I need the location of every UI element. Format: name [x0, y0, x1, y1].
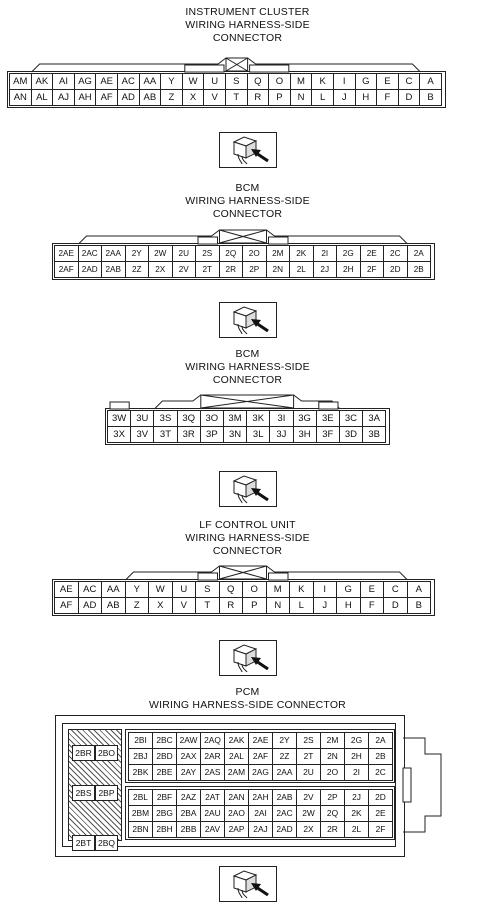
terminal-2k: 2K — [289, 245, 314, 262]
terminal-2o: 2O — [242, 245, 267, 262]
terminal-v: V — [172, 597, 197, 614]
terminal-i: I — [333, 73, 356, 90]
terminal-3l: 3L — [246, 426, 270, 443]
terminal-ab: AB — [101, 597, 126, 614]
terminal-2w: 2W — [296, 805, 321, 822]
connector-hood — [55, 566, 435, 584]
terminal-2u: 2U — [296, 764, 321, 781]
terminal-c: C — [398, 73, 421, 90]
terminal-2j: 2J — [313, 261, 338, 278]
terminal-3h: 3H — [293, 426, 317, 443]
terminal-t: T — [195, 597, 220, 614]
terminal-3n: 3N — [223, 426, 247, 443]
terminal-aa: AA — [101, 581, 126, 598]
terminal-c: C — [383, 581, 408, 598]
terminal-2i: 2I — [313, 245, 338, 262]
terminal-2al: 2AL — [224, 748, 249, 765]
pcm-latch — [403, 730, 443, 840]
terminal-2ad: 2AD — [272, 821, 297, 838]
terminal-2ap: 2AP — [224, 821, 249, 838]
terminal-2y: 2Y — [272, 732, 297, 749]
terminal-2aa: 2AA — [101, 245, 126, 262]
terminal-3g: 3G — [293, 410, 317, 427]
terminal-2d: 2D — [368, 789, 393, 806]
title-line: CONNECTOR — [212, 32, 283, 44]
terminal-3a: 3A — [362, 410, 386, 427]
terminal-k: K — [311, 73, 334, 90]
terminal-2aj: 2AJ — [248, 821, 273, 838]
connector-hood — [10, 58, 446, 76]
terminal-2t: 2T — [195, 261, 220, 278]
terminal-3w: 3W — [107, 410, 131, 427]
terminal-2n: 2N — [320, 748, 345, 765]
terminal-2bm: 2BM — [128, 805, 153, 822]
terminal-2aa: 2AA — [272, 764, 297, 781]
terminal-2o: 2O — [320, 764, 345, 781]
terminal-3q: 3Q — [177, 410, 201, 427]
terminal-g: G — [336, 581, 361, 598]
terminal-2bs: 2BS — [72, 785, 95, 801]
terminal-ac: AC — [78, 581, 103, 598]
terminal-b: B — [407, 597, 432, 614]
terminal-m: M — [266, 581, 291, 598]
terminal-2ao: 2AO — [224, 805, 249, 822]
terminal-o: O — [268, 73, 291, 90]
terminal-grid — [10, 74, 442, 106]
title-line: CONNECTOR — [212, 208, 283, 220]
terminal-ah: AH — [74, 89, 97, 106]
terminal-n: N — [290, 89, 313, 106]
connector-hood — [55, 230, 435, 248]
terminal-3k: 3K — [246, 410, 270, 427]
terminal-2bo: 2BO — [95, 745, 118, 761]
terminal-k: K — [289, 581, 314, 598]
terminal-3x: 3X — [107, 426, 131, 443]
terminal-r: R — [219, 597, 244, 614]
terminal-ak: AK — [31, 73, 54, 90]
terminal-row — [55, 582, 431, 598]
terminal-2ah: 2AH — [248, 789, 273, 806]
terminal-2ay: 2AY — [176, 764, 201, 781]
terminal-g: G — [355, 73, 378, 90]
terminal-grid — [108, 411, 386, 443]
terminal-af: AF — [95, 89, 118, 106]
title-line: PCM — [235, 686, 260, 698]
terminal-i: I — [313, 581, 338, 598]
harness-side-connector-view-icon — [219, 302, 277, 338]
terminal-aa: AA — [139, 73, 162, 90]
pcm-title — [0, 686, 495, 712]
terminal-3p: 3P — [200, 426, 224, 443]
terminal-2bp: 2BP — [95, 785, 118, 801]
terminal-w: W — [182, 73, 205, 90]
terminal-row — [55, 246, 431, 262]
terminal-row — [55, 598, 431, 614]
terminal-v: V — [203, 89, 226, 106]
terminal-2am: 2AM — [224, 764, 249, 781]
terminal-2f: 2F — [368, 821, 393, 838]
terminal-2v: 2V — [172, 261, 197, 278]
terminal-l: L — [289, 597, 314, 614]
title-line: BCM — [235, 348, 260, 360]
terminal-2r: 2R — [320, 821, 345, 838]
terminal-f: F — [360, 597, 385, 614]
terminal-2n: 2N — [266, 261, 291, 278]
terminal-2ad: 2AD — [78, 261, 103, 278]
terminal-j: J — [333, 89, 356, 106]
terminal-3f: 3F — [316, 426, 340, 443]
terminal-2t: 2T — [296, 748, 321, 765]
terminal-3u: 3U — [130, 410, 154, 427]
terminal-am: AM — [9, 73, 32, 90]
bcm-connector-2 — [108, 397, 390, 449]
connector-with-arrow-glyph — [220, 867, 276, 901]
connector-with-arrow-glyph — [220, 133, 276, 167]
terminal-row — [55, 262, 431, 278]
connector-with-arrow-glyph — [220, 472, 276, 506]
terminal-2ba: 2BA — [176, 805, 201, 822]
terminal-3o: 3O — [200, 410, 224, 427]
terminal-2as: 2AS — [200, 764, 225, 781]
terminal-2b: 2B — [407, 261, 432, 278]
terminal-an: AN — [9, 89, 32, 106]
terminal-2j: 2J — [344, 789, 369, 806]
terminal-2w: 2W — [148, 245, 173, 262]
terminal-2e: 2E — [368, 805, 393, 822]
bcm-connector-1 — [55, 232, 435, 284]
terminal-2ae: 2AE — [248, 732, 273, 749]
terminal-2bg: 2BG — [152, 805, 177, 822]
terminal-2ak: 2AK — [224, 732, 249, 749]
terminal-2c: 2C — [368, 764, 393, 781]
instrument-cluster-connector — [10, 60, 446, 112]
terminal-2be: 2BE — [152, 764, 177, 781]
terminal-h: H — [336, 597, 361, 614]
terminal-2x: 2X — [148, 261, 173, 278]
terminal-2bl: 2BL — [128, 789, 153, 806]
terminal-3c: 3C — [339, 410, 363, 427]
terminal-2af: 2AF — [248, 748, 273, 765]
terminal-2u: 2U — [172, 245, 197, 262]
terminal-al: AL — [31, 89, 54, 106]
terminal-2d: 2D — [383, 261, 408, 278]
terminal-b: B — [419, 89, 442, 106]
terminal-u: U — [172, 581, 197, 598]
terminal-2e: 2E — [360, 245, 385, 262]
terminal-2ar: 2AR — [200, 748, 225, 765]
terminal-2ae: 2AE — [54, 245, 79, 262]
terminal-r: R — [247, 89, 270, 106]
terminal-a: A — [419, 73, 442, 90]
terminal-o: O — [242, 581, 267, 598]
terminal-aj: AJ — [52, 89, 75, 106]
terminal-m: M — [290, 73, 313, 90]
terminal-2s: 2S — [296, 732, 321, 749]
terminal-s: S — [195, 581, 220, 598]
terminal-2bj: 2BJ — [128, 748, 153, 765]
terminal-2y: 2Y — [125, 245, 150, 262]
terminal-2ac: 2AC — [78, 245, 103, 262]
terminal-2q: 2Q — [320, 805, 345, 822]
terminal-ae: AE — [54, 581, 79, 598]
terminal-2av: 2AV — [200, 821, 225, 838]
terminal-z: Z — [125, 597, 150, 614]
terminal-2br: 2BR — [72, 745, 95, 761]
terminal-2bb: 2BB — [176, 821, 201, 838]
terminal-3v: 3V — [130, 426, 154, 443]
terminal-2ax: 2AX — [176, 748, 201, 765]
harness-side-connector-view-icon — [219, 132, 277, 168]
terminal-2i: 2I — [344, 764, 369, 781]
harness-side-connector-view-icon — [219, 640, 277, 676]
terminal-2an: 2AN — [224, 789, 249, 806]
terminal-2au: 2AU — [200, 805, 225, 822]
terminal-2x: 2X — [296, 821, 321, 838]
terminal-q: Q — [247, 73, 270, 90]
terminal-row — [10, 74, 442, 90]
terminal-2aq: 2AQ — [200, 732, 225, 749]
terminal-x: X — [148, 597, 173, 614]
terminal-row — [108, 411, 386, 427]
terminal-p: P — [242, 597, 267, 614]
terminal-2v: 2V — [296, 789, 321, 806]
title-line: CONNECTOR — [212, 374, 283, 386]
terminal-2f: 2F — [360, 261, 385, 278]
terminal-ad: AD — [117, 89, 140, 106]
terminal-3i: 3I — [269, 410, 293, 427]
lf-control-unit-title — [0, 519, 495, 558]
terminal-f: F — [376, 89, 399, 106]
terminal-ag: AG — [74, 73, 97, 90]
lf-control-unit-connector — [55, 568, 435, 620]
terminal-2bd: 2BD — [152, 748, 177, 765]
title-line: WIRING HARNESS-SIDE — [185, 19, 310, 31]
terminal-2az: 2AZ — [176, 789, 201, 806]
terminal-2ag: 2AG — [248, 764, 273, 781]
terminal-grid — [55, 582, 431, 614]
terminal-z: Z — [160, 89, 183, 106]
terminal-3e: 3E — [316, 410, 340, 427]
title-line: LF CONTROL UNIT — [199, 519, 296, 531]
title-line: INSTRUMENT CLUSTER — [185, 6, 310, 18]
terminal-2m: 2M — [266, 245, 291, 262]
title-line: BCM — [235, 182, 260, 194]
terminal-a: A — [407, 581, 432, 598]
terminal-2ai: 2AI — [248, 805, 273, 822]
terminal-ac: AC — [117, 73, 140, 90]
terminal-d: D — [383, 597, 408, 614]
title-line: CONNECTOR — [212, 545, 283, 557]
terminal-w: W — [148, 581, 173, 598]
terminal-2bc: 2BC — [152, 732, 177, 749]
terminal-2ac: 2AC — [272, 805, 297, 822]
terminal-n: N — [266, 597, 291, 614]
title-line: WIRING HARNESS-SIDE CONNECTOR — [149, 699, 346, 711]
terminal-e: E — [376, 73, 399, 90]
terminal-grid — [55, 246, 431, 278]
terminal-2s: 2S — [195, 245, 220, 262]
terminal-2z: 2Z — [272, 748, 297, 765]
terminal-2af: 2AF — [54, 261, 79, 278]
terminal-3s: 3S — [153, 410, 177, 427]
terminal-af: AF — [54, 597, 79, 614]
terminal-2bn: 2BN — [128, 821, 153, 838]
terminal-row — [10, 90, 442, 106]
terminal-2bi: 2BI — [128, 732, 153, 749]
terminal-2g: 2G — [344, 732, 369, 749]
terminal-2h: 2H — [336, 261, 361, 278]
terminal-3b: 3B — [362, 426, 386, 443]
terminal-2k: 2K — [344, 805, 369, 822]
terminal-2p: 2P — [320, 789, 345, 806]
terminal-2r: 2R — [219, 261, 244, 278]
bcm-connector-1-title — [0, 182, 495, 221]
terminal-2m: 2M — [320, 732, 345, 749]
terminal-s: S — [225, 73, 248, 90]
terminal-ae: AE — [95, 73, 118, 90]
harness-side-connector-view-icon — [219, 471, 277, 507]
terminal-u: U — [203, 73, 226, 90]
terminal-j: J — [313, 597, 338, 614]
terminal-ab: AB — [139, 89, 162, 106]
terminal-h: H — [355, 89, 378, 106]
terminal-2bk: 2BK — [128, 764, 153, 781]
title-line: WIRING HARNESS-SIDE — [185, 195, 310, 207]
terminal-x: X — [182, 89, 205, 106]
terminal-l: L — [311, 89, 334, 106]
terminal-y: Y — [160, 73, 183, 90]
terminal-3r: 3R — [177, 426, 201, 443]
terminal-t: T — [225, 89, 248, 106]
terminal-d: D — [398, 89, 421, 106]
terminal-2a: 2A — [368, 732, 393, 749]
terminal-2a: 2A — [407, 245, 432, 262]
terminal-2g: 2G — [336, 245, 361, 262]
title-line: WIRING HARNESS-SIDE — [185, 532, 310, 544]
terminal-3j: 3J — [269, 426, 293, 443]
terminal-2c: 2C — [383, 245, 408, 262]
terminal-row — [108, 427, 386, 443]
terminal-2bh: 2BH — [152, 821, 177, 838]
connector-with-arrow-glyph — [220, 641, 276, 675]
harness-side-connector-view-icon — [219, 866, 277, 902]
terminal-p: P — [268, 89, 291, 106]
terminal-2bq: 2BQ — [95, 835, 118, 851]
terminal-ai: AI — [52, 73, 75, 90]
terminal-2q: 2Q — [219, 245, 244, 262]
connector-with-arrow-glyph — [220, 303, 276, 337]
terminal-2p: 2P — [242, 261, 267, 278]
terminal-e: E — [360, 581, 385, 598]
terminal-2l: 2L — [344, 821, 369, 838]
terminal-2h: 2H — [344, 748, 369, 765]
terminal-3d: 3D — [339, 426, 363, 443]
terminal-q: Q — [219, 581, 244, 598]
terminal-2bf: 2BF — [152, 789, 177, 806]
connector-hood — [108, 395, 390, 413]
terminal-2ab: 2AB — [272, 789, 297, 806]
terminal-3m: 3M — [223, 410, 247, 427]
terminal-2l: 2L — [289, 261, 314, 278]
terminal-y: Y — [125, 581, 150, 598]
terminal-ad: AD — [78, 597, 103, 614]
terminal-2z: 2Z — [125, 261, 150, 278]
terminal-2aw: 2AW — [176, 732, 201, 749]
terminal-3t: 3T — [153, 426, 177, 443]
bcm-connector-2-title — [0, 348, 495, 387]
terminal-2bt: 2BT — [72, 835, 95, 851]
terminal-2at: 2AT — [200, 789, 225, 806]
instrument-cluster-title — [0, 6, 495, 45]
title-line: WIRING HARNESS-SIDE — [185, 361, 310, 373]
terminal-2b: 2B — [368, 748, 393, 765]
terminal-2ab: 2AB — [101, 261, 126, 278]
